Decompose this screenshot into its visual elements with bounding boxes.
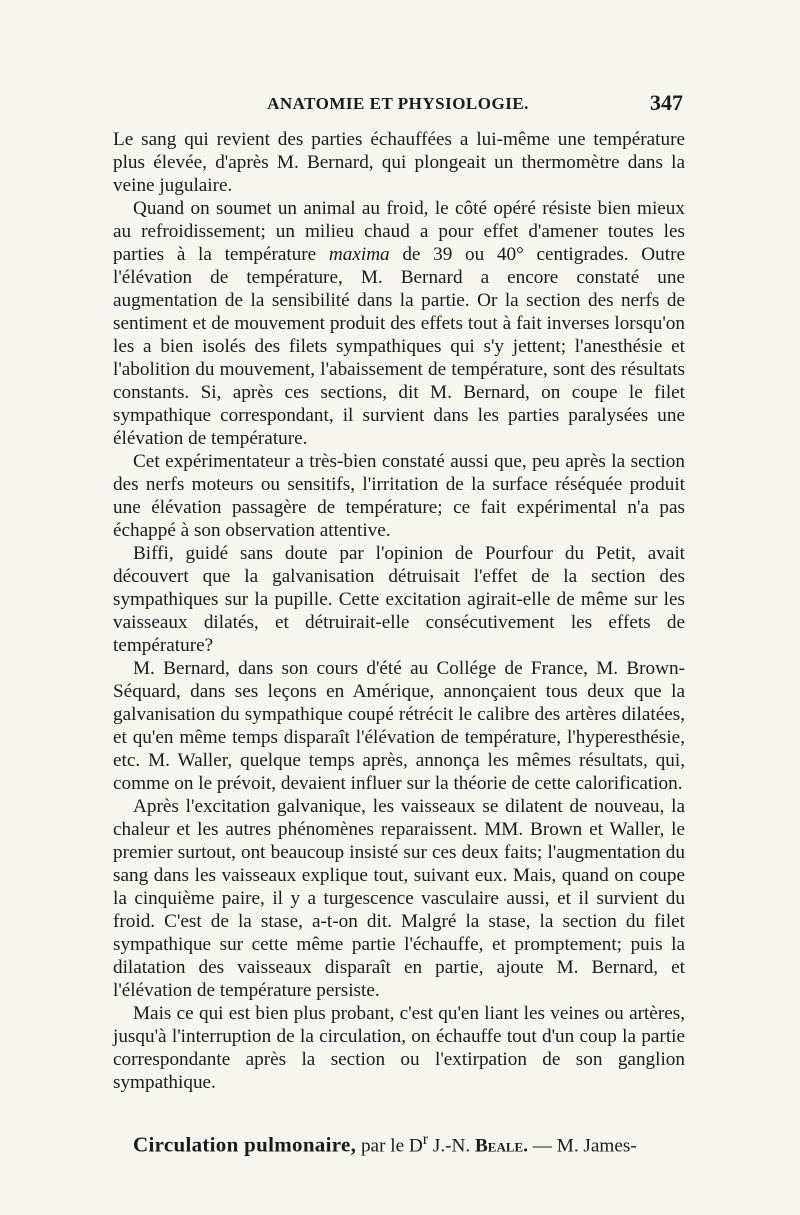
paragraph-3: Cet expérimentateur a très-bien constaté aussi que, peu après la section des nerfs moteurs ou sensitifs, l'irritation de la surface réséquée produit une élévation passagère de température; ce fait expérimental n'a pas échappé à son observation attentive. <box>113 451 685 541</box>
paragraph-4: Biffi, guidé sans doute par l'opinion de Pourfour du Petit, avait découvert que la galvanisation détruisait l'effet de la section des sympathiques sur la pupille. Cette excitation agirait-elle de même sur les vaisseaux dilatés, et détruirait-elle consécutivement les effets de température? <box>113 543 685 656</box>
section-heading <box>113 1127 685 1159</box>
running-title: ANATOMIE ET PHYSIOLOGIE. <box>267 94 529 113</box>
paragraph-2-emphasis: maxima <box>328 244 390 265</box>
paragraph-5: M. Bernard, dans son cours d'été au Collége de France, M. Brown-Séquard, dans ses leçons en Amérique, annonçaient tous deux que la galvanisation du sympathique coupé rétrécit le calibre des artères dilatées, et qu'en même temps disparaît l'élévation de température, l'hyperesthésie, etc. M. Waller, quelque temps après, annonça les mêmes résultats, qui, comme on le prévoit, devaient influer sur la théorie de cette calorification. <box>113 658 685 794</box>
section-author: Beale. <box>475 1135 528 1157</box>
paragraph-2-part-2: de 39 ou 40° centigrades. Outre l'élévation de température, M. Bernard a encore constaté une augmentation de la sensibilité dans la partie. Or la section des nerfs de sentiment et de mouvement produit des effets tout à fait inverses lorsqu'on les a bien isolés des filets sympathiques qui s'y jettent; l'anesthésie et l'abolition du mouvement, l'abaissement de température, sont des résultats constants. Si, après ces sections, dit M. Bernard, on coupe le filet sympathique correspondant, il survient dans les parties paralysées une élévation de température. <box>113 244 685 449</box>
paragraph-7: Mais ce qui est bien plus probant, c'est qu'en liant les veines ou artères, jusqu'à l'interruption de la circulation, on échauffe tout d'un coup la partie correspondante après la section ou l'extirpation de son ganglion sympathique. <box>113 1003 685 1093</box>
section-byline: par le D <box>356 1135 423 1157</box>
section-title: Circulation pulmonaire, <box>133 1132 357 1157</box>
page-header <box>113 90 683 122</box>
body-text <box>113 128 685 1094</box>
section-author-initials: J.-N. <box>428 1135 475 1157</box>
paragraph-1: Le sang qui revient des parties échauffées a lui-même une température plus élevée, d'après M. Bernard, qui plongeait un thermomètre dans la veine jugulaire. <box>113 129 685 196</box>
section-byline-sup: r <box>422 1131 429 1148</box>
page-number: 347 <box>650 90 683 115</box>
paragraph-2-part-1: Quand on soumet un animal au froid, le côté opéré résiste bien mieux au refroidissement; un milieu chaud a pour effet d'amener toutes les parties à la température <box>113 198 685 265</box>
paragraph-2 <box>113 197 685 450</box>
paragraph-6: Après l'excitation galvanique, les vaisseaux se dilatent de nouveau, la chaleur et les autres phénomènes reparaissent. MM. Brown et Waller, le premier surtout, ont beaucoup insisté sur ces deux faits; l'augmentation du sang dans les vaisseaux explique tout, suivant eux. Mais, quand on coupe la cinquième paire, il y a turgescence vasculaire aussi, et il survient du froid. C'est de la stase, a-t-on dit. Malgré la stase, la section du filet sympathique sur cette même partie l'échauffe, et promptement; puis la dilatation des vaisseaux disparaît en partie, ajoute M. Bernard, et l'élévation de température persiste. <box>113 796 685 1001</box>
section-heading-rest: — M. James- <box>528 1135 637 1157</box>
